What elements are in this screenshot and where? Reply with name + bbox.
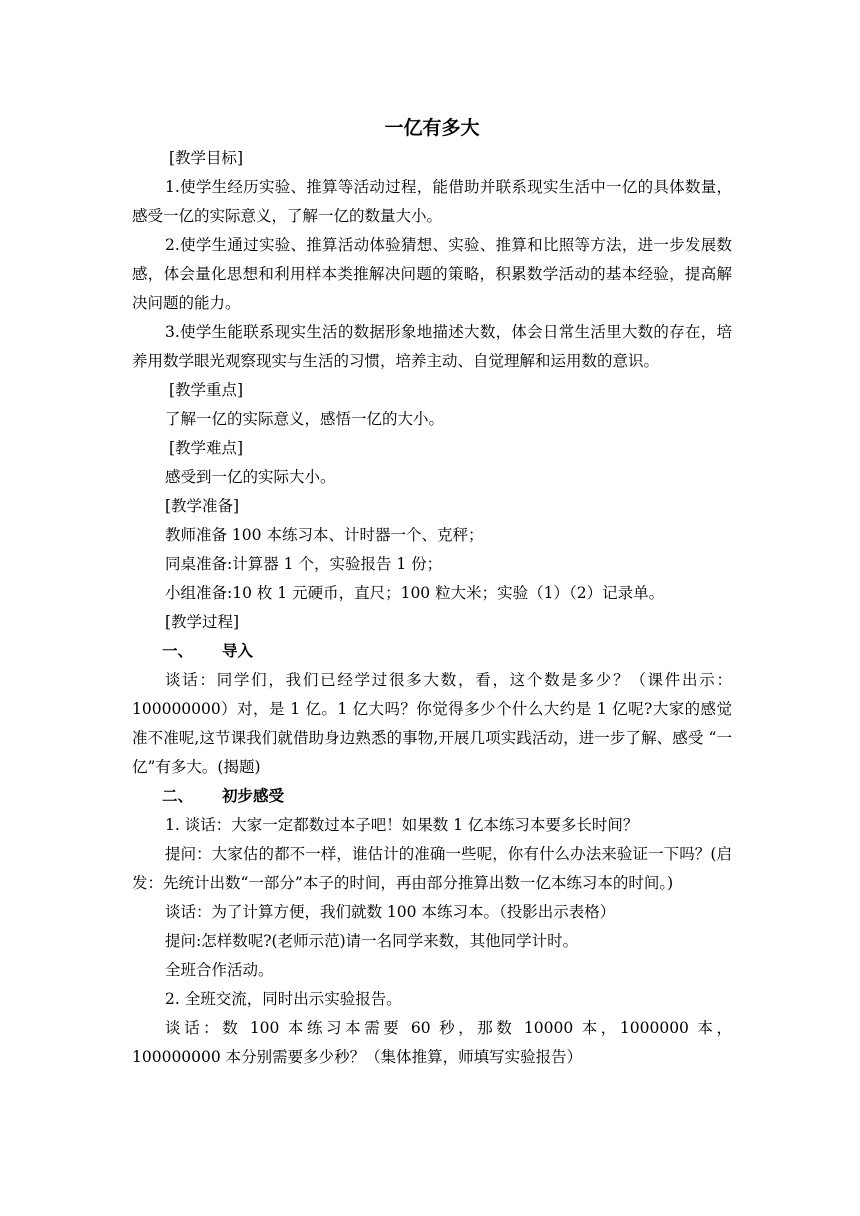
goals-label: [教学目标]: [169, 149, 244, 167]
goal-item-2: 2.使学生通过实验、推算活动体验猜想、实验、推算和比照等方法，进一步发展数感，体会量化思想和利用样本类推解决问题的策略，积累数学活动的基本经验，提高解决问题的能力。: [132, 236, 732, 312]
section-heading-intro: [132, 637, 732, 666]
paragraph-question-how: 提问:怎样数呢?(老师示范)请一名同学来数，其他同学计时。: [165, 932, 579, 950]
goal-item-1: 1.使学生经历实验、推算等活动过程，能借助并联系现实生活中一亿的具体数量，感受一亿的实际意义，了解一亿的数量大小。: [132, 178, 732, 225]
goal-item-3: 3.使学生能联系现实生活的数据形象地描述大数，体会日常生活里大数的存在，培养用数学眼光观察现实与生活的习惯，培养主动、自觉理解和运用数的意识。: [132, 323, 732, 370]
section-title: 初步感受: [222, 787, 285, 805]
section-heading-initial-feel: [132, 782, 732, 811]
preparation-item-teacher: 教师准备 100 本练习本、计时器一个、克秤；: [165, 526, 484, 544]
section-title: 导入: [222, 642, 254, 660]
process-label: [教学过程]: [165, 613, 240, 631]
document-page: [132, 112, 732, 1072]
section-number: 二、: [162, 787, 194, 805]
keypoint-label: [教学重点]: [169, 381, 244, 399]
paragraph-talk-100: 谈话：为了计算方便，我们就数 100 本练习本。（投影出示表格）: [165, 903, 616, 921]
paragraph-share-report: 2. 全班交流，同时出示实验报告。: [165, 990, 402, 1008]
paragraph-talk-60s: 谈话：数 100 本练习本需要 60 秒，那数 10000 本，1000000 本，100000000 本分别需要多少秒？（集体推算，师填写实验报告）: [132, 1019, 732, 1066]
difficulty-text: 感受到一亿的实际大小。: [165, 468, 336, 486]
section-number: 一、: [162, 642, 194, 660]
preparation-item-desk: 同桌准备:计算器 1 个，实验报告 1 份；: [165, 555, 443, 573]
difficulty-label: [教学难点]: [169, 439, 244, 457]
paragraph-question-verify: 提问：大家估的都不一样，谁估计的准确一些呢，你有什么办法来验证一下吗？(启发：先统计出数“一部分”本子的时间，再由部分推算出数一亿本练习本的时间。): [132, 845, 732, 892]
paragraph-class-activity: 全班合作活动。: [165, 961, 274, 979]
preparation-label: [教学准备]: [165, 497, 240, 515]
document-title: 一亿有多大: [384, 117, 480, 139]
preparation-item-group: 小组准备:10 枚 1 元硬币，直尺；100 粒大米；实验（1）（2）记录单。: [165, 584, 665, 602]
intro-paragraph: 谈话：同学们，我们已经学过很多大数，看，这个数是多少？（课件出示：100000000）对，是 1 亿。1 亿大吗？你觉得多少个什么大约是 1 亿呢?大家的感觉准不准呢,这节课我们就借助身边熟悉的事物,开展几项实践活动，进一步了解、感受 “一亿”有多大。(揭题): [132, 671, 732, 776]
paragraph-talk-count: 1. 谈话：大家一定都数过本子吧！如果数 1 亿本练习本要多长时间？: [165, 816, 639, 834]
keypoint-text: 了解一亿的实际意义，感悟一亿的大小。: [165, 410, 445, 428]
